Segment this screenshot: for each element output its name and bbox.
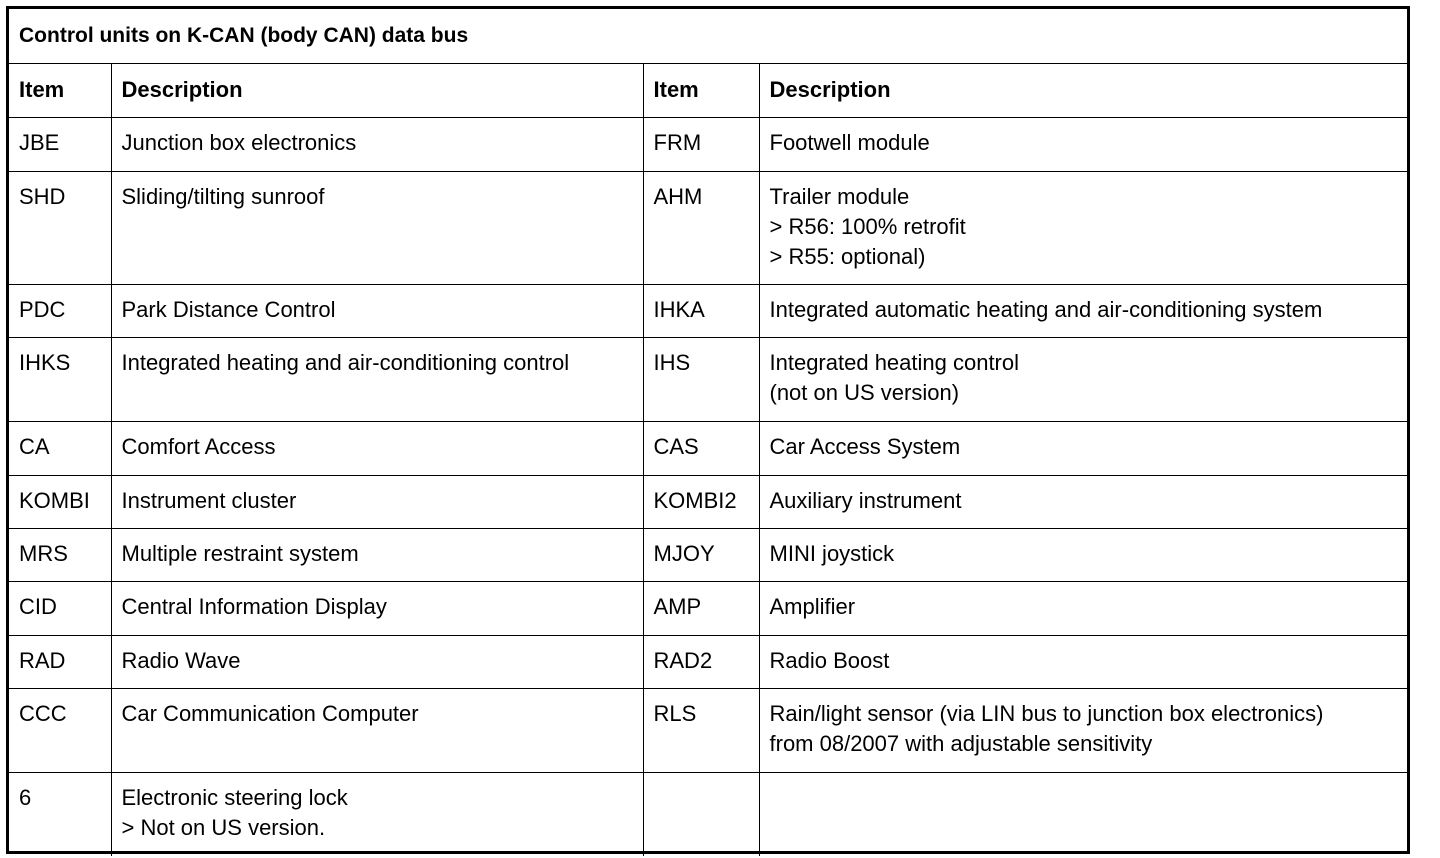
- item-code-cell: CCC: [9, 688, 111, 772]
- item-code-cell: AMP: [643, 581, 759, 635]
- description-cell: [111, 475, 643, 528]
- description-cell: [759, 772, 1407, 856]
- table-row: [9, 171, 1407, 284]
- item-code-cell: RAD2: [643, 635, 759, 688]
- table-body: [9, 117, 1407, 856]
- item-code-cell: MJOY: [643, 528, 759, 581]
- description-cell: [759, 581, 1407, 635]
- description-line: Park Distance Control: [121, 296, 336, 322]
- description-cell: [111, 117, 643, 171]
- description-cell: [111, 581, 643, 635]
- description-line: Radio Wave: [121, 647, 241, 673]
- description-cell: [759, 528, 1407, 581]
- control-units-table: [9, 9, 1407, 856]
- description-cell: [759, 635, 1407, 688]
- description-line: Amplifier: [769, 593, 856, 619]
- description-cell: [111, 284, 643, 337]
- description-cell: [759, 688, 1407, 772]
- description-line: Auxiliary instrument: [769, 487, 962, 513]
- item-code-cell: PDC: [9, 284, 111, 337]
- item-code-cell: IHKS: [9, 337, 111, 421]
- item-code-cell: 6: [9, 772, 111, 856]
- description-line: Car Access System: [769, 433, 961, 459]
- description-line: > R56: 100% retrofit: [769, 213, 966, 239]
- description-cell: [111, 772, 643, 856]
- description-cell: [111, 528, 643, 581]
- description-line: Instrument cluster: [121, 487, 297, 513]
- table-title-row: [9, 9, 1407, 63]
- description-cell: [759, 171, 1407, 284]
- table-row: [9, 284, 1407, 337]
- description-cell: [759, 117, 1407, 171]
- item-code-cell: AHM: [643, 171, 759, 284]
- description-cell: [111, 635, 643, 688]
- table-header-row: [9, 63, 1407, 117]
- table-row: [9, 772, 1407, 856]
- item-code-cell: MRS: [9, 528, 111, 581]
- description-line: Comfort Access: [121, 433, 276, 459]
- column-header-description: Description: [759, 63, 1407, 117]
- description-cell: [111, 171, 643, 284]
- description-line: Footwell module: [769, 129, 930, 155]
- table-row: [9, 475, 1407, 528]
- description-cell: [759, 284, 1407, 337]
- item-code-cell: IHKA: [643, 284, 759, 337]
- description-line: Rain/light sensor (via LIN bus to junction box electronics): [769, 700, 1324, 726]
- table-row: [9, 528, 1407, 581]
- item-code-cell: JBE: [9, 117, 111, 171]
- description-line: Integrated heating control: [769, 349, 1020, 375]
- column-header-item: Item: [9, 63, 111, 117]
- item-code-cell: IHS: [643, 337, 759, 421]
- item-code-cell: CAS: [643, 421, 759, 475]
- description-cell: [111, 421, 643, 475]
- item-code-cell: FRM: [643, 117, 759, 171]
- control-units-table-frame: [6, 6, 1410, 854]
- column-header-description: Description: [111, 63, 643, 117]
- table-row: [9, 117, 1407, 171]
- table-row: [9, 581, 1407, 635]
- table-row: [9, 688, 1407, 772]
- table-row: [9, 337, 1407, 421]
- description-line: Sliding/tilting sunroof: [121, 183, 325, 209]
- description-line: (not on US version): [769, 379, 960, 405]
- description-line: Multiple restraint system: [121, 540, 359, 566]
- description-line: Radio Boost: [769, 647, 890, 673]
- item-code-cell: SHD: [9, 171, 111, 284]
- description-line: Trailer module: [769, 183, 910, 209]
- column-header-item: Item: [643, 63, 759, 117]
- description-cell: [759, 337, 1407, 421]
- description-cell: [111, 337, 643, 421]
- item-code-cell: RLS: [643, 688, 759, 772]
- description-line: Integrated automatic heating and air-conditioning system: [769, 296, 1323, 322]
- description-line: from 08/2007 with adjustable sensitivity: [769, 730, 1153, 756]
- table-row: [9, 421, 1407, 475]
- description-line: > R55: optional): [769, 243, 926, 269]
- description-line: > Not on US version.: [121, 814, 326, 840]
- table-row: [9, 635, 1407, 688]
- description-line: Car Communication Computer: [121, 700, 419, 726]
- item-code-cell: [643, 772, 759, 856]
- description-cell: [759, 421, 1407, 475]
- item-code-cell: KOMBI2: [643, 475, 759, 528]
- description-cell: [111, 688, 643, 772]
- description-cell: [759, 475, 1407, 528]
- description-line: Junction box electronics: [121, 129, 357, 155]
- table-title: Control units on K-CAN (body CAN) data bus: [9, 9, 1407, 63]
- item-code-cell: CID: [9, 581, 111, 635]
- description-line: Integrated heating and air-conditioning control: [121, 349, 570, 375]
- item-code-cell: CA: [9, 421, 111, 475]
- description-line: MINI joystick: [769, 540, 895, 566]
- description-line: Electronic steering lock: [121, 784, 348, 810]
- description-line: Central Information Display: [121, 593, 387, 619]
- item-code-cell: KOMBI: [9, 475, 111, 528]
- item-code-cell: RAD: [9, 635, 111, 688]
